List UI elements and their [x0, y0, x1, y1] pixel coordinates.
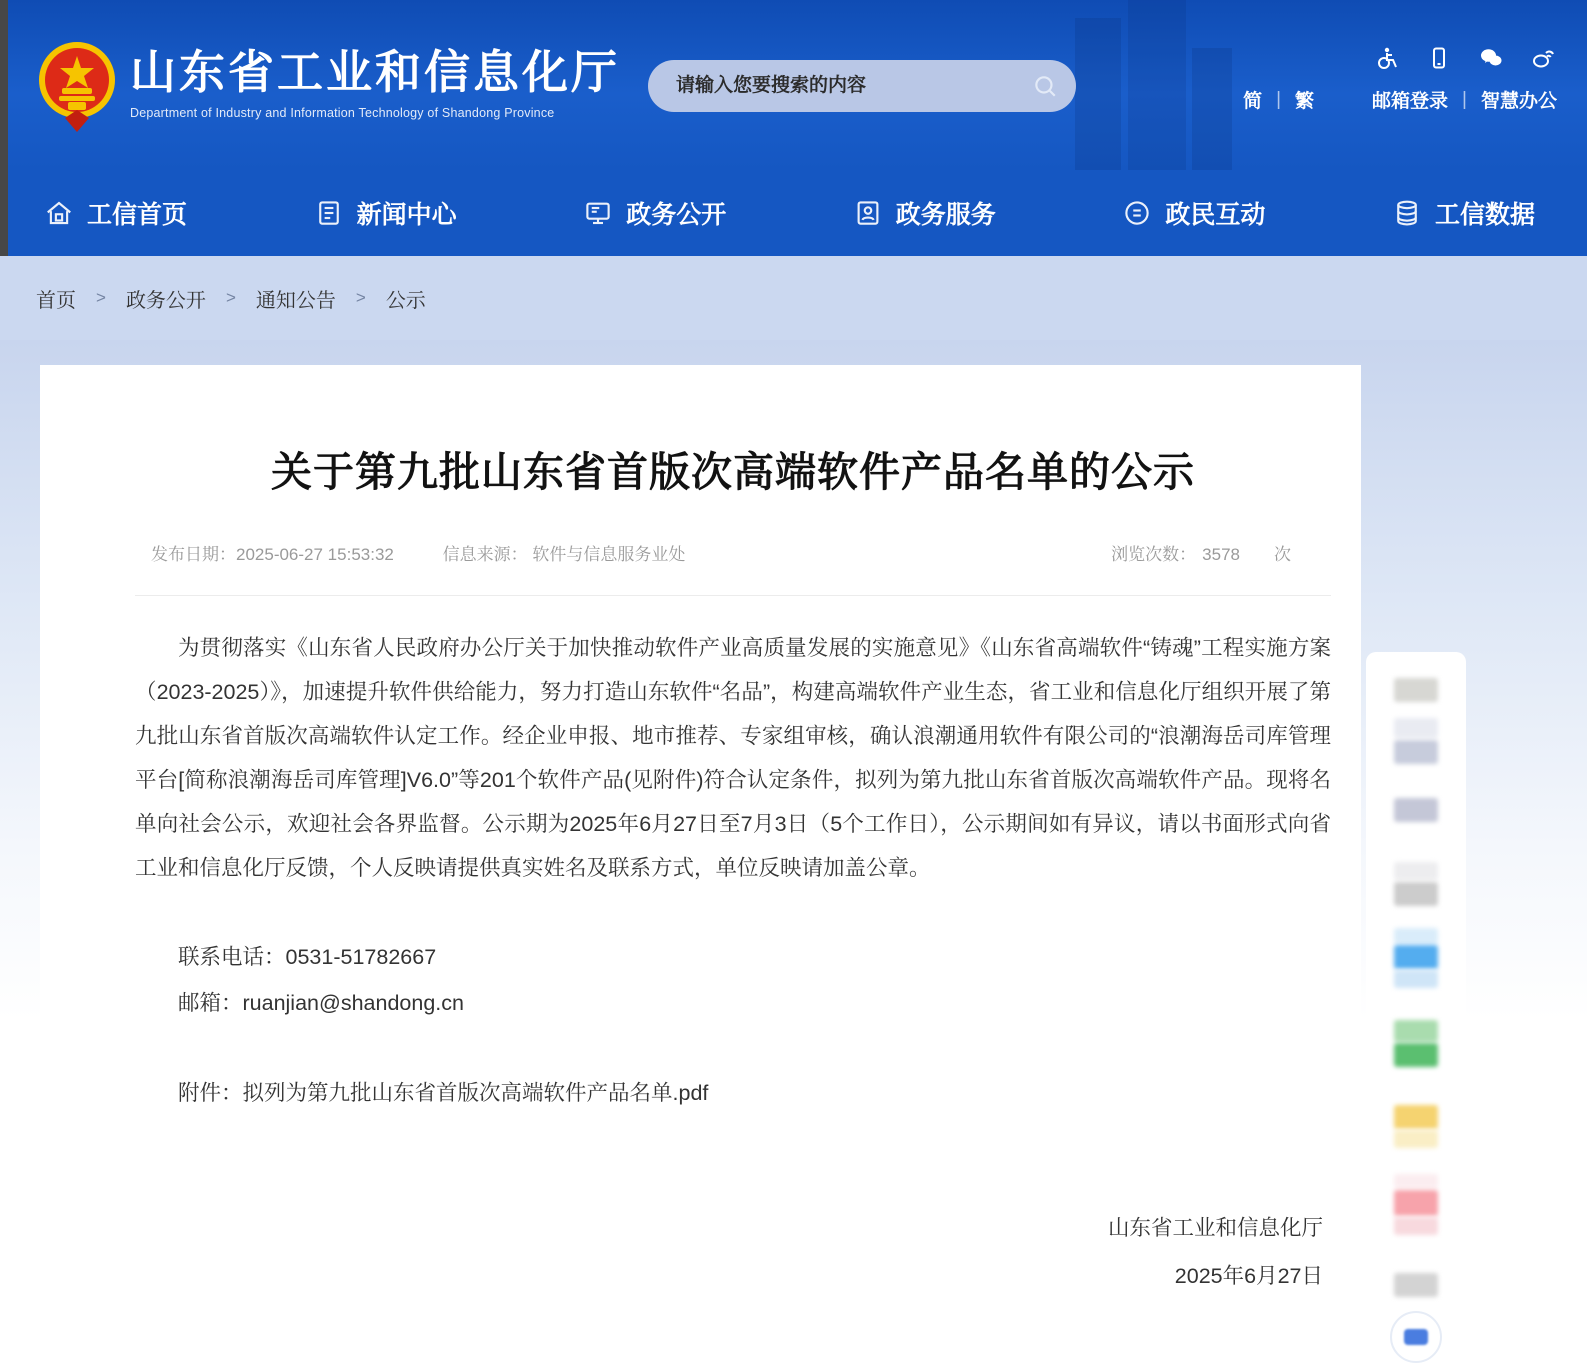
main-navigation	[0, 170, 1587, 256]
nav-item-data[interactable]	[1392, 195, 1535, 231]
search-box	[648, 60, 1076, 112]
header-icon-row	[1243, 46, 1557, 70]
article-card	[40, 365, 1361, 1322]
meta-left	[151, 540, 685, 565]
toolbar-blurred-icon[interactable]	[1394, 798, 1438, 822]
nav-item-home[interactable]	[44, 195, 187, 231]
breadcrumb-separator: >	[96, 288, 106, 307]
mail-login-link[interactable]: 邮箱登录	[1372, 91, 1449, 112]
page-background	[0, 340, 1587, 1312]
contact-email: 邮箱：ruanjian@shandong.cn	[178, 991, 464, 1015]
contact-phone: 联系电话：0531-51782667	[178, 945, 437, 969]
signature-block	[135, 1204, 1331, 1300]
search-input[interactable]	[674, 74, 1032, 98]
info-source: 信息来源： 软件与信息服务业处	[442, 545, 686, 564]
mobile-icon[interactable]	[1427, 46, 1451, 70]
breadcrumb-separator: >	[225, 288, 236, 307]
toolbar-blurred-icon-green[interactable]	[1394, 1043, 1438, 1067]
toolbar-blurred-icon[interactable]	[1394, 718, 1438, 738]
toolbar-blurred-icon[interactable]	[1394, 1273, 1438, 1297]
toolbar-blurred-icon[interactable]	[1394, 862, 1438, 880]
site-header	[0, 0, 1587, 170]
search-icon[interactable]	[1032, 73, 1058, 99]
article-meta	[135, 540, 1331, 596]
nav-item-gov-disclosure[interactable]	[583, 195, 726, 231]
breadcrumb-gov-disclosure[interactable]: 政务公开	[125, 289, 206, 312]
breadcrumb-home[interactable]: 首页	[36, 289, 76, 312]
toolbar-blurred-icon[interactable]	[1394, 678, 1438, 702]
floating-side-toolbar	[1366, 652, 1466, 1352]
nav-item-label: 政民互动	[1165, 201, 1266, 229]
nav-item-label: 政务公开	[626, 201, 727, 229]
view-count: 浏览次数： 3578 次	[1111, 545, 1291, 564]
header-link-row	[1243, 86, 1557, 113]
site-title: 山东省工业和信息化厅	[130, 46, 620, 98]
article-body	[135, 626, 1331, 890]
news-icon	[314, 198, 344, 228]
nav-item-interaction[interactable]	[1122, 195, 1265, 231]
body-paragraph: 为贯彻落实《山东省人民政府办公厅关于加快推动软件产业高质量发展的实施意见》《山东省高端软件“铸魂”工程实施方案（2023-2025）》，加速提升软件供给能力，努力打造山东软件“名品”，构建高端软件产业生态，省工业和信息化厅组织开展了第九批山东省首版次高端软件认定工作。经企业申报、地市推荐、专家组审核，确认浪潮通用软件有限公司的“浪潮海岳司库管理平台[简称浪潮海岳司库管理]V6.0”等201个软件产品(见附件)符合认定条件，拟列为第九批山东省首版次高端软件产品。现将名单向社会公示，欢迎社会各界监督。公示期为2025年6月27日至7月3日（5个工作日），公示期间如有异议，请以书面形式向省工业和信息化厅反馈，个人反映请提供真实姓名及联系方式，单位反映请加盖公章。	[135, 636, 1331, 880]
smart-office-link[interactable]: 智慧办公	[1480, 91, 1557, 112]
window-edge-strip	[0, 0, 8, 256]
site-title-english: Department of Industry and Information Technology of Shandong Province	[130, 105, 555, 120]
publish-date: 发布日期：2025-06-27 15:53:32	[151, 545, 394, 564]
toolbar-blurred-icon-pink[interactable]	[1394, 1190, 1438, 1216]
attachment-pdf-link[interactable]: 拟列为第九批山东省首版次高端软件产品名单.pdf	[242, 1081, 709, 1105]
home-icon	[44, 198, 74, 228]
accessibility-icon[interactable]	[1375, 46, 1399, 70]
header-utility-area	[1243, 46, 1557, 113]
toolbar-blurred-icon[interactable]	[1394, 1174, 1438, 1188]
lang-simplified-link[interactable]: 简	[1243, 91, 1263, 112]
wechat-icon[interactable]	[1479, 46, 1503, 70]
divider: |	[1276, 88, 1282, 110]
nav-item-news[interactable]	[314, 195, 457, 231]
toolbar-blurred-icon-yellow[interactable]	[1394, 1105, 1438, 1129]
toolbar-blurred-icon-blue[interactable]	[1394, 945, 1438, 969]
toolbar-blurred-icon[interactable]	[1394, 882, 1438, 906]
toolbar-blurred-icon[interactable]	[1394, 740, 1438, 764]
nav-item-gov-services[interactable]	[853, 195, 996, 231]
toolbar-service-button[interactable]	[1390, 1311, 1442, 1363]
attachment-line	[135, 1070, 1331, 1116]
weibo-icon[interactable]	[1531, 46, 1555, 70]
breadcrumb	[0, 256, 1587, 340]
nav-item-label: 新闻中心	[356, 201, 457, 229]
breadcrumb-current[interactable]: 公示	[385, 289, 426, 312]
service-button-glyph	[1404, 1329, 1428, 1345]
monitor-icon	[583, 198, 613, 228]
signature-org: 山东省工业和信息化厅	[1107, 1216, 1323, 1240]
breadcrumb-separator: >	[355, 288, 366, 307]
article-title: 关于第九批山东省首版次高端软件产品名单的公示	[271, 449, 1195, 495]
toolbar-blurred-icon[interactable]	[1394, 970, 1438, 988]
divider: |	[1462, 88, 1467, 110]
nav-item-label: 政务服务	[895, 201, 996, 229]
toolbar-blurred-icon[interactable]	[1394, 1130, 1438, 1148]
toolbar-blurred-icon[interactable]	[1394, 1020, 1438, 1042]
nav-item-label: 工信数据	[1434, 201, 1535, 229]
site-title-block	[130, 47, 620, 120]
national-emblem-logo[interactable]	[38, 40, 116, 132]
service-icon	[853, 198, 883, 228]
lang-traditional-link[interactable]: 繁	[1295, 91, 1315, 112]
contact-block	[135, 934, 1331, 1026]
view-count-value: 3578	[1202, 545, 1240, 564]
attachment-label: 附件：	[178, 1081, 243, 1105]
signature-date: 2025年6月27日	[1174, 1264, 1323, 1288]
toolbar-blurred-icon[interactable]	[1394, 1217, 1438, 1235]
toolbar-blurred-icon[interactable]	[1394, 928, 1438, 944]
nav-item-label: 工信首页	[87, 201, 188, 229]
chat-icon	[1122, 198, 1152, 228]
breadcrumb-notices[interactable]: 通知公告	[255, 289, 336, 312]
database-icon	[1392, 198, 1422, 228]
